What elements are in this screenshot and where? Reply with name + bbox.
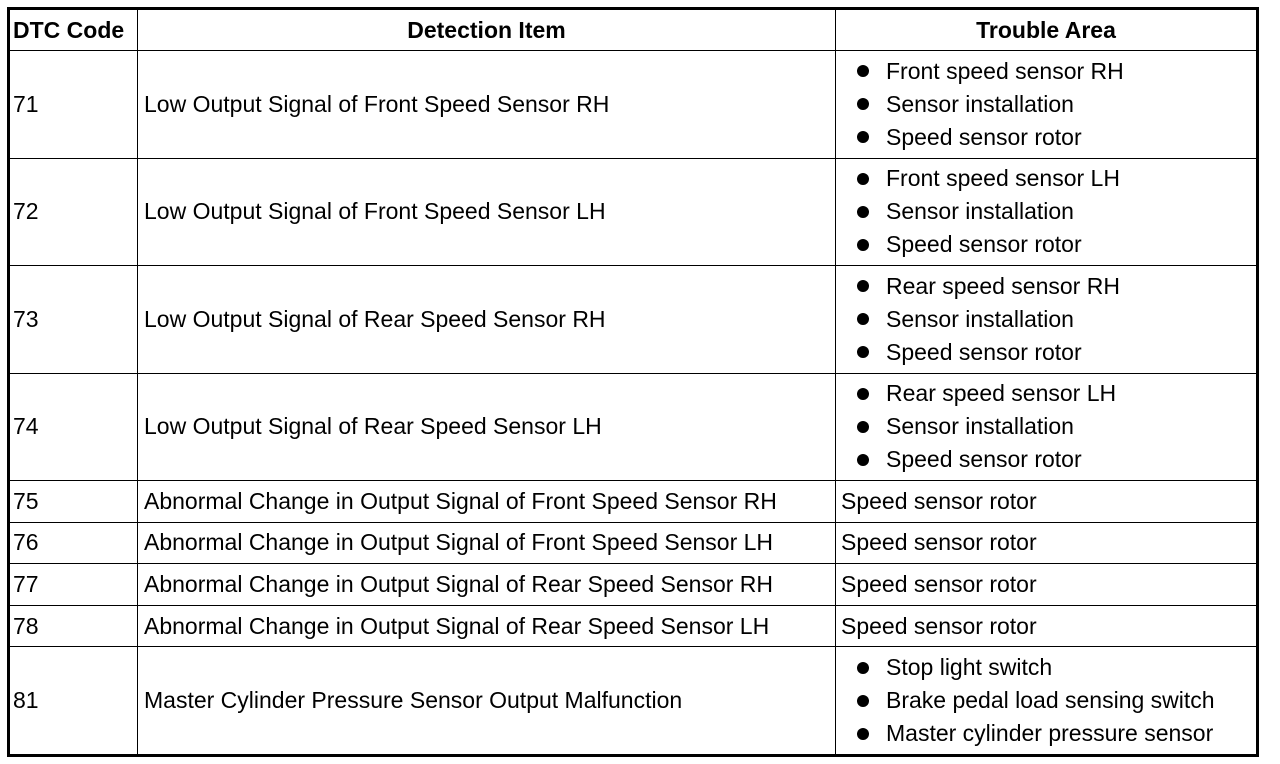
trouble-area-text: Rear speed sensor RH: [886, 272, 1120, 299]
detection-item-cell: Low Output Signal of Rear Speed Sensor RH: [138, 266, 836, 374]
trouble-area-list: [836, 651, 1256, 750]
bullet-icon: [857, 695, 869, 707]
detection-item-cell: Abnormal Change in Output Signal of Front Speed Sensor LH: [138, 522, 836, 564]
bullet-icon: [857, 173, 869, 185]
trouble-area-text: Front speed sensor LH: [886, 165, 1120, 192]
detection-item-cell: Low Output Signal of Rear Speed Sensor LH: [138, 373, 836, 481]
trouble-area-item: [857, 55, 1256, 88]
table-row: [9, 647, 1258, 756]
trouble-area-text: Sensor installation: [886, 305, 1074, 332]
trouble-area-item: [857, 684, 1256, 717]
trouble-area-text: Master cylinder pressure sensor: [886, 720, 1214, 747]
dtc-code-cell: 78: [9, 605, 138, 647]
detection-item-cell: Low Output Signal of Front Speed Sensor RH: [138, 51, 836, 159]
bullet-icon: [857, 239, 869, 251]
trouble-area-list: [836, 270, 1256, 369]
trouble-area-text: Sensor installation: [886, 198, 1074, 225]
trouble-area-text: Brake pedal load sensing switch: [886, 687, 1215, 714]
dtc-code-cell: 77: [9, 564, 138, 606]
bullet-icon: [857, 280, 869, 292]
header-trouble-area: Trouble Area: [836, 9, 1258, 51]
header-row: [9, 9, 1258, 51]
trouble-area-cell: Speed sensor rotor: [836, 481, 1258, 523]
table-row: [9, 266, 1258, 374]
trouble-area-cell: [836, 51, 1258, 159]
header-detection-item: Detection Item: [138, 9, 836, 51]
trouble-area-cell: Speed sensor rotor: [836, 522, 1258, 564]
dtc-code-cell: 76: [9, 522, 138, 564]
trouble-area-item: [857, 410, 1256, 443]
trouble-area-cell: [836, 266, 1258, 374]
bullet-icon: [857, 388, 869, 400]
trouble-area-item: [857, 270, 1256, 303]
dtc-code-cell: 73: [9, 266, 138, 374]
trouble-area-list: [836, 377, 1256, 476]
bullet-icon: [857, 98, 869, 110]
table-row: [9, 605, 1258, 647]
table-row: [9, 51, 1258, 159]
detection-item-cell: Low Output Signal of Front Speed Sensor LH: [138, 158, 836, 266]
trouble-area-list: [836, 55, 1256, 154]
bullet-icon: [857, 206, 869, 218]
dtc-code-cell: 81: [9, 647, 138, 756]
detection-item-cell: Abnormal Change in Output Signal of Rear Speed Sensor RH: [138, 564, 836, 606]
detection-item-cell: Abnormal Change in Output Signal of Front Speed Sensor RH: [138, 481, 836, 523]
table-row: [9, 158, 1258, 266]
bullet-icon: [857, 131, 869, 143]
detection-item-cell: Master Cylinder Pressure Sensor Output Malfunction: [138, 647, 836, 756]
trouble-area-text: Front speed sensor RH: [886, 57, 1124, 84]
dtc-table: [7, 7, 1259, 757]
table-row: [9, 522, 1258, 564]
bullet-icon: [857, 313, 869, 325]
dtc-code-cell: 74: [9, 373, 138, 481]
bullet-icon: [857, 346, 869, 358]
bullet-icon: [857, 454, 869, 466]
table-row: [9, 481, 1258, 523]
dtc-code-cell: 71: [9, 51, 138, 159]
trouble-area-item: [857, 717, 1256, 750]
trouble-area-item: [857, 162, 1256, 195]
trouble-area-text: Rear speed sensor LH: [886, 380, 1117, 407]
trouble-area-text: Sensor installation: [886, 90, 1074, 117]
trouble-area-item: [857, 336, 1256, 369]
trouble-area-item: [857, 303, 1256, 336]
trouble-area-list: [836, 162, 1256, 261]
bullet-icon: [857, 728, 869, 740]
trouble-area-text: Speed sensor rotor: [886, 123, 1082, 150]
trouble-area-text: Stop light switch: [886, 654, 1053, 681]
trouble-area-cell: Speed sensor rotor: [836, 564, 1258, 606]
trouble-area-item: [857, 651, 1256, 684]
bullet-icon: [857, 662, 869, 674]
trouble-area-cell: [836, 373, 1258, 481]
dtc-code-cell: 72: [9, 158, 138, 266]
bullet-icon: [857, 421, 869, 433]
detection-item-cell: Abnormal Change in Output Signal of Rear Speed Sensor LH: [138, 605, 836, 647]
trouble-area-item: [857, 443, 1256, 476]
trouble-area-text: Speed sensor rotor: [886, 231, 1082, 258]
trouble-area-text: Sensor installation: [886, 413, 1074, 440]
trouble-area-item: [857, 121, 1256, 154]
bullet-icon: [857, 65, 869, 77]
trouble-area-item: [857, 195, 1256, 228]
trouble-area-item: [857, 228, 1256, 261]
trouble-area-text: Speed sensor rotor: [886, 446, 1082, 473]
trouble-area-item: [857, 88, 1256, 121]
trouble-area-text: Speed sensor rotor: [886, 338, 1082, 365]
table-row: [9, 564, 1258, 606]
trouble-area-cell: [836, 647, 1258, 756]
table-row: [9, 373, 1258, 481]
header-dtc-code: DTC Code: [9, 9, 138, 51]
trouble-area-cell: Speed sensor rotor: [836, 605, 1258, 647]
trouble-area-cell: [836, 158, 1258, 266]
dtc-code-cell: 75: [9, 481, 138, 523]
trouble-area-item: [857, 377, 1256, 410]
